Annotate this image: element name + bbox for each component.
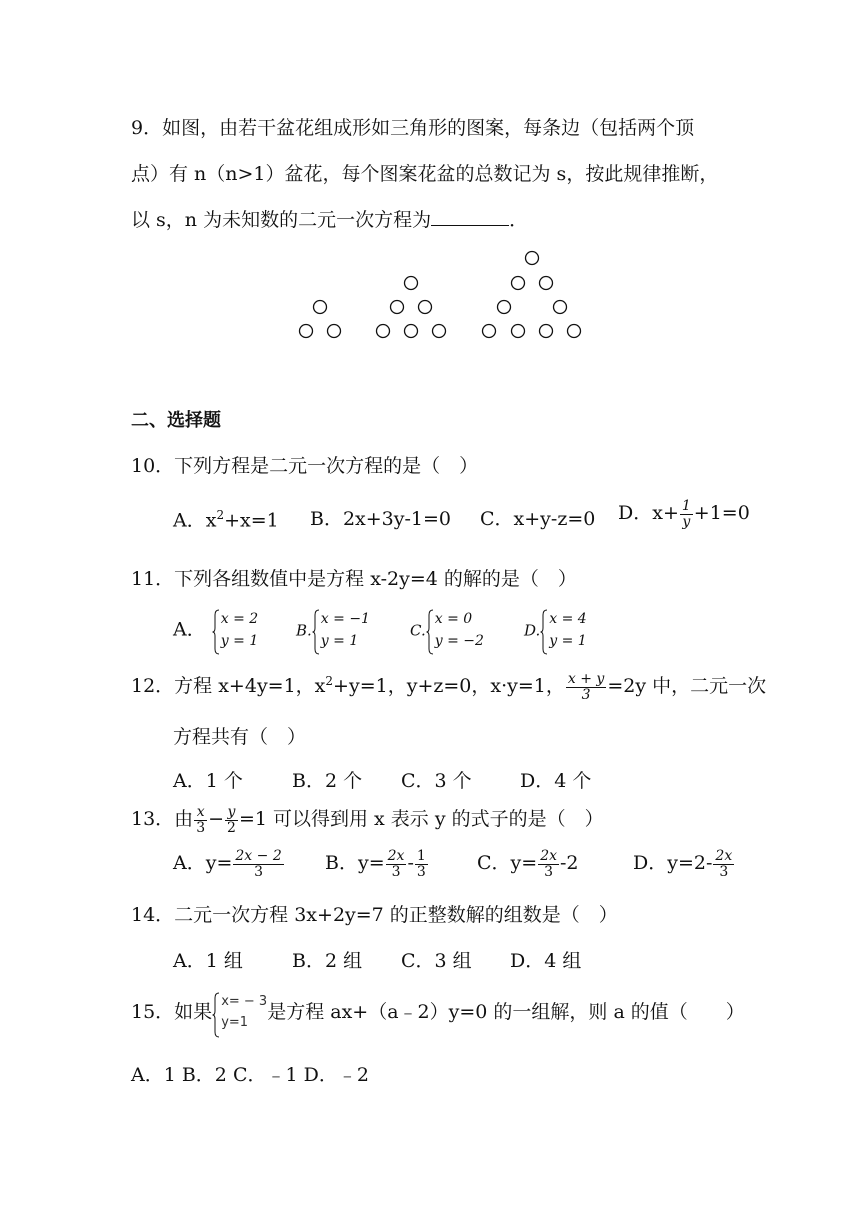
q13-d-fraction (713, 849, 734, 879)
fraction-numerator: 2x (715, 848, 733, 864)
system-line: x= − 3 (221, 994, 268, 1009)
fraction-numerator: 2x − 2 (235, 848, 282, 864)
q12-option-d: D．4 个 (520, 770, 592, 792)
flower-pot (498, 301, 511, 314)
brace-icon (426, 609, 434, 655)
flower-pot (314, 301, 327, 314)
flower-pot (526, 252, 539, 265)
q13-fraction-2 (225, 805, 238, 835)
q13-a-pre: A．y= (173, 852, 233, 875)
q9-line1: 9．如图，由若干盆花组成形如三角形的图案，每条边（包括两个顶 (131, 117, 695, 139)
flower-pot (377, 325, 390, 338)
brace-icon (540, 609, 548, 655)
brace-icon (212, 609, 220, 655)
q13-d-pre: D．y=2- (633, 852, 713, 875)
fraction-denominator: 3 (581, 686, 591, 703)
q10-d-post: +1=0 (693, 502, 750, 525)
fraction-numerator: x (194, 805, 207, 821)
system-line: y=1 (221, 1014, 249, 1030)
fraction-numerator: 2x (387, 848, 405, 864)
q12-stem (131, 672, 766, 702)
q14-option-c: C．3 组 (401, 950, 472, 972)
q12-fraction (566, 672, 606, 702)
q10-option-c: C．x+y-z=0 (480, 508, 596, 530)
q12-option-a: A．1 个 (173, 770, 243, 792)
q13-c-post: -2 (560, 852, 579, 875)
q10-option-a (173, 508, 279, 532)
q10-stem: 10．下列方程是二元一次方程的是（ ） (131, 455, 479, 477)
system-line: y = 1 (549, 632, 587, 649)
flower-pot (391, 301, 404, 314)
q11-option-b (296, 609, 370, 652)
q13-b-pre: B．y= (325, 852, 385, 875)
q12-post: =2y 中，二元一次 (607, 675, 767, 698)
q13-minus: − (208, 808, 225, 831)
q14-stem: 14．二元一次方程 3x+2y=7 的正整数解的组数是（ ） (131, 904, 618, 926)
q12-mid: +y=1，y+z=0，x·y=1， (333, 675, 565, 698)
q13-option-c (477, 849, 579, 879)
q14-option-b: B．2 组 (292, 950, 363, 972)
fraction-denominator: 3 (719, 863, 729, 880)
q14-option-a: A．1 组 (173, 950, 243, 972)
q11-d-label: D. (524, 621, 541, 640)
fraction-denominator: 2 (227, 819, 236, 836)
fraction-denominator: 3 (391, 863, 401, 880)
q13-b-fraction-1 (386, 849, 407, 879)
section-title: 二、选择题 (131, 410, 221, 431)
q11-stem: 11．下列各组数值中是方程 x-2y=4 的解的是（ ） (131, 568, 577, 590)
q13-b-minus: - (407, 852, 414, 875)
q13-option-b (325, 849, 429, 879)
flower-pot (540, 325, 553, 338)
q13-option-d (633, 849, 735, 879)
q13-fraction-1 (194, 805, 207, 835)
brace-icon (212, 992, 220, 1038)
q13-b-fraction-2 (415, 849, 428, 879)
q9-line3-text: 以 s，n 为未知数的二元一次方程为 (131, 209, 432, 231)
q11-c-label: C. (410, 621, 426, 640)
q11-b-label: B. (296, 621, 312, 640)
q9-line3-end: ． (509, 209, 529, 231)
flower-pot (419, 301, 432, 314)
q15-stem (131, 992, 745, 1034)
q11-option-c (410, 609, 484, 652)
fraction-numerator: y (225, 805, 238, 821)
flower-pot (554, 301, 567, 314)
q13-stem (131, 805, 604, 835)
q15-post: 是方程 ax+（a﹣2）y=0 的一组解，则 a 的值（ ） (267, 1000, 745, 1023)
fraction-denominator: 3 (544, 863, 554, 880)
flower-pot (512, 325, 525, 338)
equation-system (212, 609, 258, 652)
flower-pot (405, 325, 418, 338)
q13-c-pre: C．y= (477, 852, 538, 875)
q10-a-rest: +x=1 (224, 509, 279, 532)
equation-system (312, 609, 370, 652)
system-line: y = −2 (434, 632, 484, 649)
q11-a-label: A． (173, 618, 206, 641)
q10-a-sup: 2 (216, 508, 225, 522)
q14-option-d: D．4 组 (510, 950, 582, 972)
q13-post: =1 可以得到用 x 表示 y 的式子的是（ ） (238, 808, 604, 831)
q13-pre: 13．由 (131, 808, 194, 831)
q10-d-fraction (680, 499, 693, 529)
fraction-numerator: x + y (567, 671, 605, 687)
system-line: x = 2 (220, 611, 259, 627)
q11-option-a (173, 609, 258, 652)
q12-option-c: C．3 个 (401, 770, 472, 792)
flower-pot (568, 325, 581, 338)
q15-choices: A．1 B．2 C．﹣1 D．﹣2 (131, 1064, 369, 1086)
fraction-numerator: 1 (416, 848, 426, 864)
system-line: x = 0 (434, 611, 473, 627)
q10-option-b: B．2x+3y-1=0 (310, 508, 452, 530)
fraction-numerator: 1 (681, 498, 691, 514)
fraction-denominator: 3 (254, 863, 264, 880)
flower-pot (540, 277, 553, 290)
q13-option-a (173, 849, 285, 879)
flower-pot (483, 325, 496, 338)
q10-a-text: A．x (173, 509, 217, 532)
q12-option-b: B．2 个 (292, 770, 363, 792)
q12-pre: 12．方程 x+4y=1，x (131, 675, 326, 698)
q12-line2: 方程共有（ ） (173, 726, 307, 748)
flower-pot (405, 277, 418, 290)
q12-sup: 2 (325, 673, 334, 688)
fraction-numerator: 2x (540, 848, 558, 864)
equation-system (540, 609, 586, 652)
flower-triangle-figure (290, 243, 590, 343)
system-line: y = 1 (320, 632, 359, 649)
fraction-denominator: 3 (196, 819, 206, 836)
fraction-denominator: 3 (416, 863, 426, 880)
q15-pre: 15．如果 (131, 1000, 213, 1023)
equation-system (426, 609, 484, 652)
flower-pot (300, 325, 313, 338)
system-line: x = −1 (320, 611, 370, 627)
flower-pot (512, 277, 525, 290)
fraction-denominator: y (682, 513, 691, 530)
q13-a-fraction (233, 849, 283, 879)
q9-line2: 点）有 n（n>1）盆花，每个图案花盆的总数记为 s，按此规律推断， (131, 163, 719, 185)
system-line: x = 4 (549, 611, 587, 627)
system-line: y = 1 (220, 632, 259, 649)
answer-blank (431, 209, 509, 226)
equation-system (212, 992, 267, 1034)
q11-option-d (524, 609, 587, 652)
q10-d-pre: D．x+ (618, 502, 679, 525)
flower-pot (328, 325, 341, 338)
q9-line3 (131, 209, 741, 232)
brace-icon (312, 609, 320, 655)
q10-option-d (618, 499, 750, 529)
flower-pot (433, 325, 446, 338)
q13-c-fraction (538, 849, 559, 879)
